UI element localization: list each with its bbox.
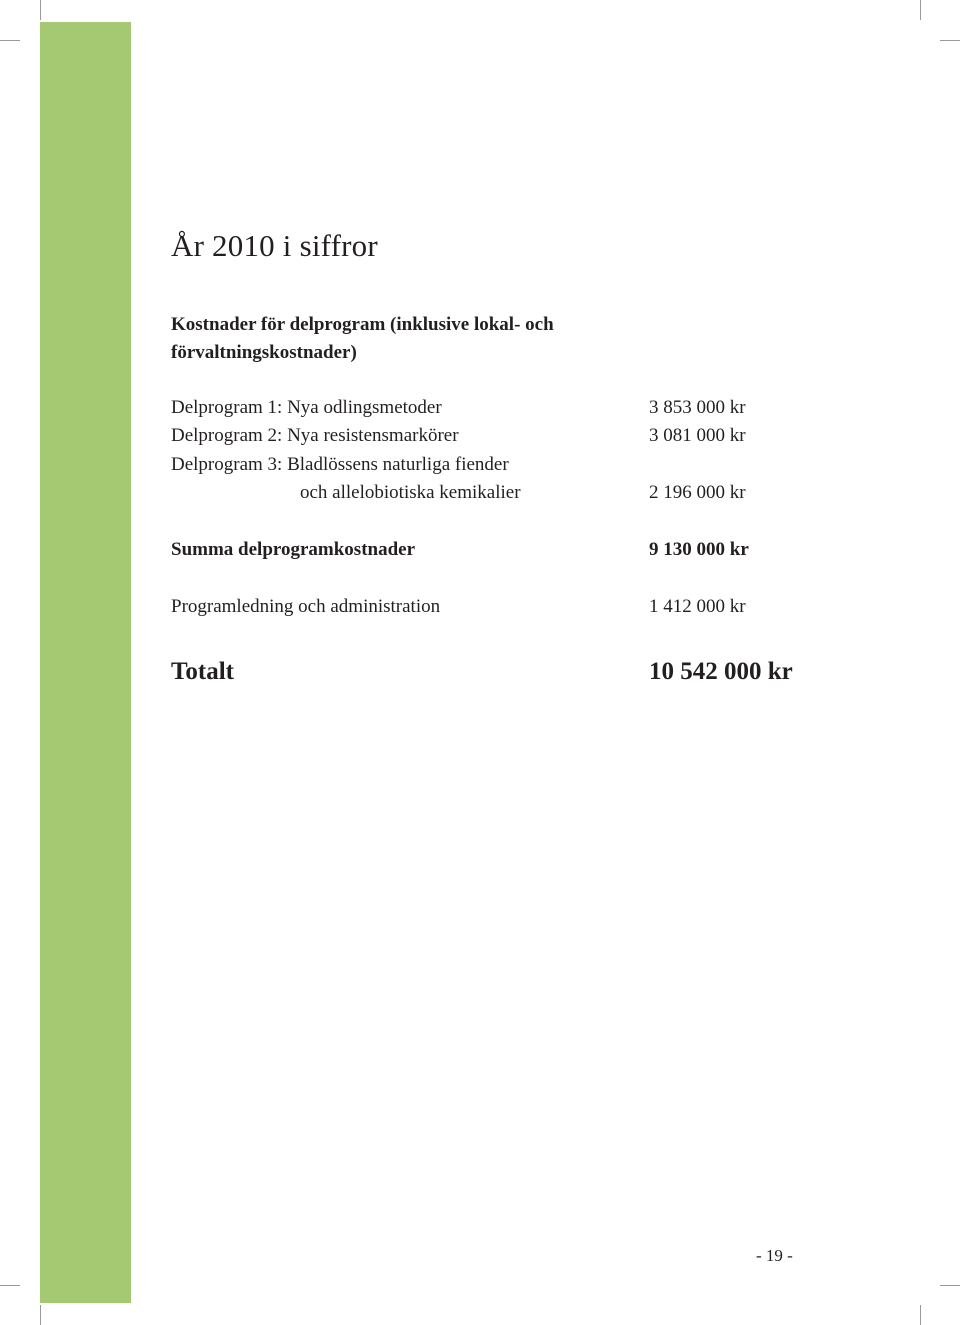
page-number: - 19 - [756,1246,793,1265]
cost-label: och allelobiotiska kemikalier [300,482,521,503]
crop-mark [40,0,41,20]
sum-label: Summa delprogramkostnader [171,539,416,560]
cost-row [171,451,791,479]
crop-mark [920,1305,921,1325]
cost-value: 3 853 000 kr [649,397,746,418]
section-subtitle: Kostnader för delprogram (inklusive lokal- och förvaltningskostnader) [171,314,554,363]
admin-label: Programledning och administration [171,596,441,617]
cost-value: 2 196 000 kr [649,482,746,503]
cost-row [171,394,791,422]
crop-mark [0,1285,20,1286]
page-title: År 2010 i siffror [171,228,378,263]
crop-mark [920,0,921,20]
cost-label: Delprogram 2: Nya resistensmarkörer [171,425,459,446]
crop-mark [940,1285,960,1286]
cost-label: Delprogram 1: Nya odlingsmetoder [171,397,442,418]
crop-mark [0,40,20,41]
total-value: 10 542 000 kr [649,658,793,685]
cost-row [171,422,791,450]
admin-value: 1 412 000 kr [649,596,746,617]
cost-row [171,479,791,507]
sum-row [171,536,791,564]
sum-value: 9 130 000 kr [649,539,749,560]
crop-mark [40,1305,41,1325]
total-row [171,655,791,689]
admin-row [171,593,791,621]
cost-value: 3 081 000 kr [649,425,746,446]
crop-mark [940,40,960,41]
total-label: Totalt [171,658,234,685]
cost-label: Delprogram 3: Bladlössens naturliga fiender [171,454,509,475]
green-side-bar [40,22,131,1303]
